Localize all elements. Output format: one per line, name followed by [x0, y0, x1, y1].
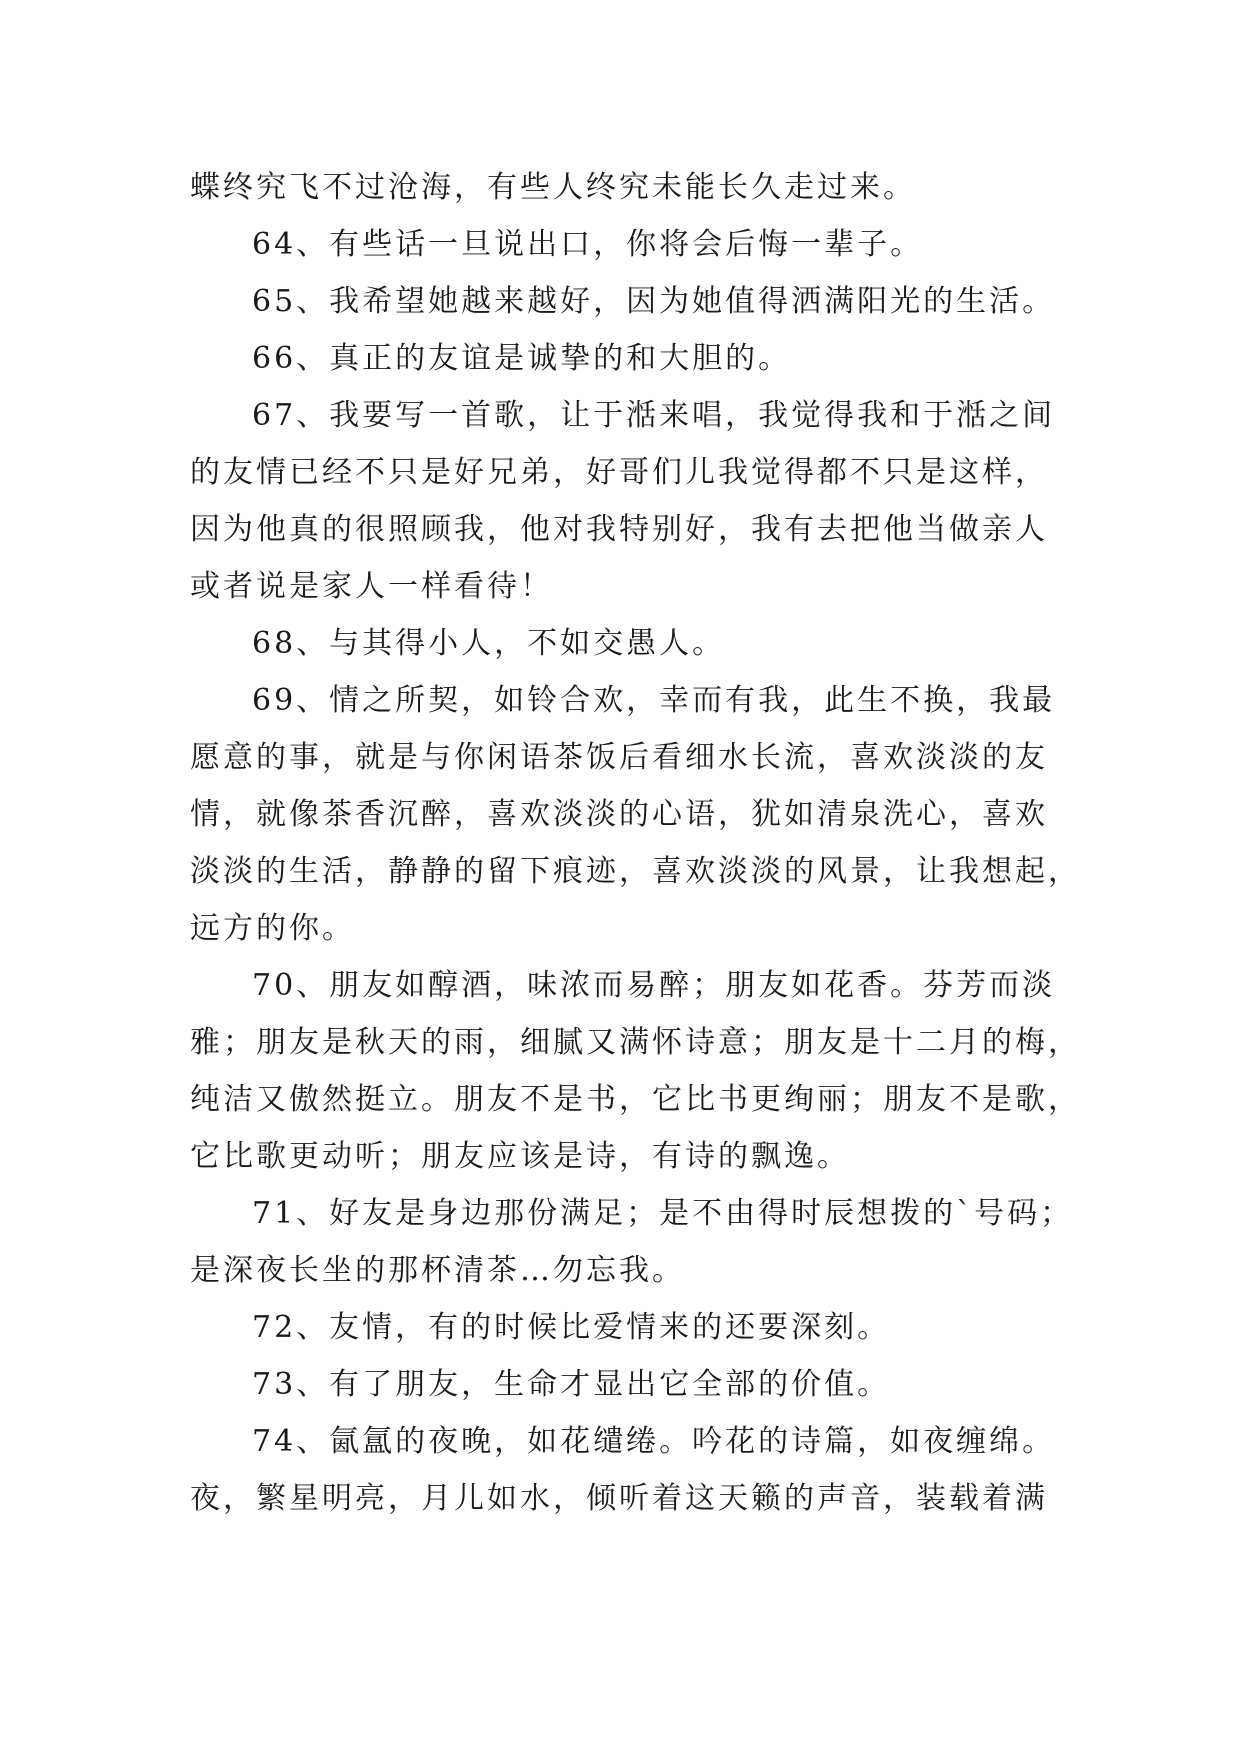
text-line-content: 愿意的事，就是与你闲语茶饭后看细水长流，喜欢淡淡的友	[190, 740, 1048, 775]
text-line	[0, 614, 1241, 674]
text-line-content: 64、有些话一旦说出口，你将会后悔一辈子。	[252, 227, 924, 262]
text-line-content: 是深夜长坐的那杯清茶…勿忘我。	[190, 1253, 685, 1288]
text-line	[0, 1298, 1241, 1358]
text-line-content: 淡淡的生活，静静的留下痕迹，喜欢淡淡的风景，让我想起，	[190, 854, 1081, 889]
text-line	[0, 1355, 1241, 1415]
text-line	[0, 1412, 1241, 1472]
text-line	[0, 272, 1241, 332]
text-line-content: 雅；朋友是秋天的雨，细腻又满怀诗意；朋友是十二月的梅，	[190, 1025, 1081, 1060]
text-line-content: 65、我希望她越来越好，因为她值得洒满阳光的生活。	[252, 284, 1056, 319]
text-line	[0, 956, 1241, 1016]
text-line-content: 72、友情，有的时候比爱情来的还要深刻。	[252, 1310, 891, 1345]
text-line-content: 66、真正的友谊是诚挚的和大胆的。	[252, 341, 792, 376]
text-line-content: 68、与其得小人，不如交愚人。	[252, 626, 726, 661]
text-line	[0, 158, 1241, 218]
text-line	[0, 1127, 1241, 1187]
text-line	[0, 500, 1241, 560]
text-line	[0, 215, 1241, 275]
text-line-content: 71、好友是身边那份满足；是不由得时辰想拨的`号码；	[252, 1196, 1074, 1231]
text-line	[0, 1070, 1241, 1130]
text-line-content: 纯洁又傲然挺立。朋友不是书，它比书更绚丽；朋友不是歌，	[190, 1082, 1081, 1117]
text-line	[0, 899, 1241, 959]
text-line	[0, 1241, 1241, 1301]
text-line-content: 蝶终究飞不过沧海，有些人终究未能长久走过来。	[190, 170, 916, 205]
text-line-content: 它比歌更动听；朋友应该是诗，有诗的飘逸。	[190, 1139, 850, 1174]
text-line	[0, 1469, 1241, 1529]
text-line	[0, 671, 1241, 731]
text-line-content: 远方的你。	[190, 911, 355, 946]
text-line	[0, 728, 1241, 788]
text-line	[0, 329, 1241, 389]
text-line-content: 74、氤氲的夜晚，如花缱绻。吟花的诗篇，如夜缠绵。	[252, 1424, 1056, 1459]
text-line-content: 或者说是家人一样看待！	[190, 569, 553, 604]
text-line-content: 69、情之所契，如铃合欢，幸而有我，此生不换，我最	[252, 683, 1056, 718]
text-line	[0, 557, 1241, 617]
text-line	[0, 785, 1241, 845]
text-line-content: 67、我要写一首歌，让于湉来唱，我觉得我和于湉之间	[252, 398, 1056, 433]
text-line	[0, 1184, 1241, 1244]
text-line-content: 因为他真的很照顾我，他对我特别好，我有去把他当做亲人	[190, 512, 1048, 547]
text-line	[0, 386, 1241, 446]
text-line-content: 70、朋友如醇酒，味浓而易醉；朋友如花香。芬芳而淡	[252, 968, 1056, 1003]
text-line	[0, 443, 1241, 503]
text-line-content: 情，就像茶香沉醉，喜欢淡淡的心语，犹如清泉洗心，喜欢	[190, 797, 1048, 832]
text-line-content: 的友情已经不只是好兄弟，好哥们儿我觉得都不只是这样，	[190, 455, 1048, 490]
text-line-content: 73、有了朋友，生命才显出它全部的价值。	[252, 1367, 891, 1402]
text-line-content: 夜，繁星明亮，月儿如水，倾听着这天籁的声音，装载着满	[190, 1481, 1048, 1516]
text-line	[0, 842, 1241, 902]
text-line	[0, 1013, 1241, 1073]
